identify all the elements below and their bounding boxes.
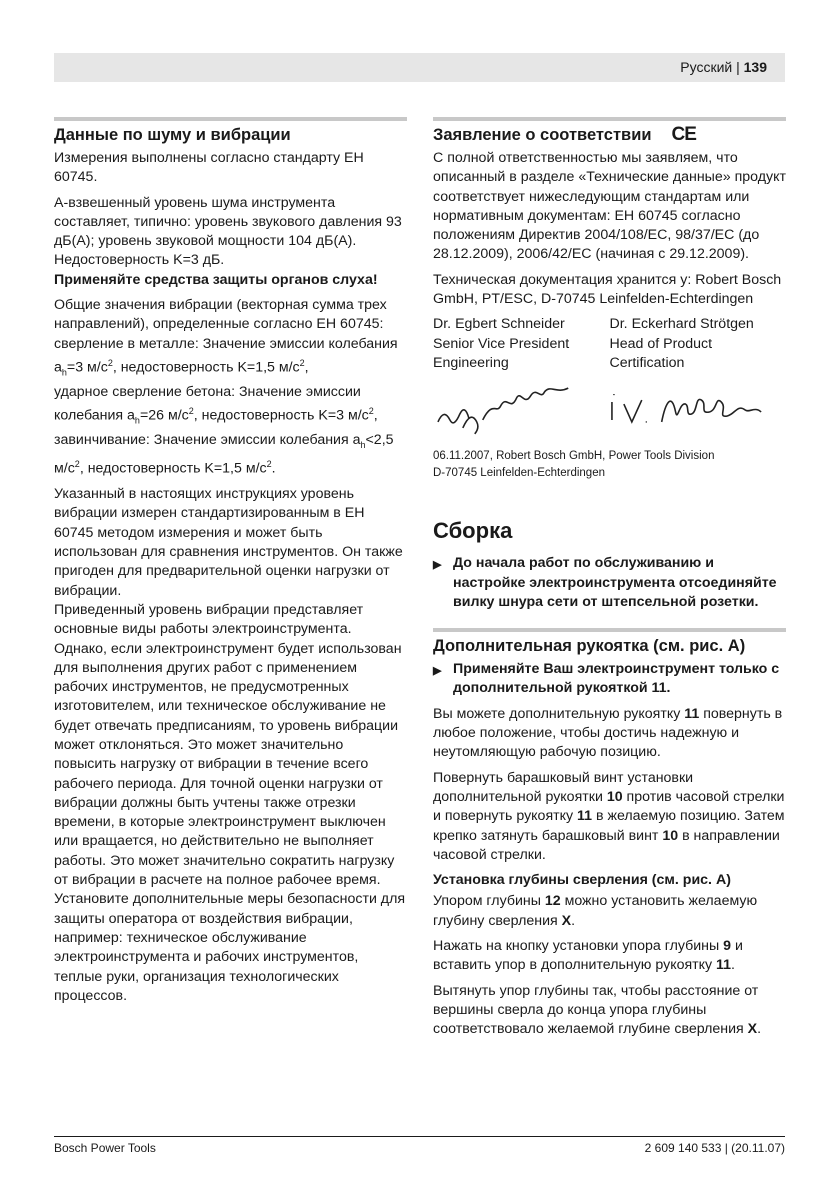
drill-depth-paragraph-1: Упором глубины 12 можно установить желаемую глубину сверления X. — [433, 893, 758, 929]
drill-depth-paragraph-2: Нажать на кнопку установки упора глубины 9 и вставить упор в дополнительную рукоятку 11. — [433, 938, 743, 974]
noise-paragraph-1: Измерения выполнены согласно стандарту ЕН 60745. — [54, 150, 364, 186]
vibration-screwdriving: завинчивание: Значение эмиссии колебания $a_h<2,5$ $м/с^2$, недостоверность K=1,5 $м/с^2$. — [54, 431, 394, 477]
aux-handle-warning: ▶ Применяйте Ваш электроинструмент только с дополнительной рукояткой 11. — [433, 660, 786, 699]
hearing-protection-warning: Применяйте средства защиты органов слуха! — [54, 271, 378, 288]
conformity-section-title: Заявление о соответствии CE — [433, 117, 786, 145]
aux-handle-paragraph-1: Вы можете дополнительную рукоятку 11 повернуть в любое положение, чтобы достичь надежную и неутомляющую рабочую позицию. — [433, 705, 783, 761]
vibration-paragraph-5: Приведенный уровень вибрации представляет основные виды работы электроинструмента. Однако, если электроинструмент будет использован для выполнения других работ с применением рабочих инструментов, не предусмотренных изготовителем, или техническое обслуживание не будет отвечать предписаниям, то уровень вибрации может отклоняться. Это может значительно повысить нагрузку от вибрации в течение всего рабочего периода. Для точной оценки нагрузки от вибрации должны быть учтены также отрезки времени, в которые электроинструмент выключен или вращается, но действительно не выполняет работы. Это может значительно сократить нагрузку от вибрации в расчете на полное рабочее время. — [54, 601, 402, 889]
noise-section-title: Данные по шуму и вибрации — [54, 117, 407, 145]
vibration-paragraph-6: Установите дополнительные меры безопасности для защиты оператора от воздействия вибрации, например: техническое обслуживание электроинструмента и рабочих инструментов, теплые руки, организация технологических процессов. — [54, 891, 406, 1004]
signatory-1: Dr. Egbert Schneider Senior Vice President Engineering — [433, 316, 570, 371]
bullet-arrow-icon: ▶ — [433, 559, 442, 572]
left-column — [54, 117, 407, 1012]
vibration-paragraph-4: Указанный в настоящих инструкциях уровень вибрации измерен стандартизированным в ЕН 60745 методом измерения и может быть использован для сравнения инструментов. Он также пригоден для предварительной оценки нагрузки от вибрации. — [54, 486, 403, 599]
page-header-bar — [54, 53, 785, 82]
footer-divider — [54, 1136, 785, 1137]
handwritten-signatures — [433, 377, 786, 447]
page-number: 139 — [743, 59, 767, 75]
header-language: Русский — [680, 59, 733, 75]
signature-date-line-2: D-70745 Leinfelden-Echterdingen — [433, 466, 605, 479]
signatories — [433, 315, 786, 373]
conformity-paragraph-1: С полной ответственностью мы заявляем, что описанный в разделе «Технические данные» продукт соответствует нижеследующим стандартам или нормативным документам: ЕН 60745 согласно положениям Директив 2004/108/EC, 98/37/EC (до 28.12.2009), 2006/42/EC (начиная с 29.12.2009). — [433, 150, 786, 263]
ce-mark-icon: CE — [671, 124, 696, 145]
vibration-intro: Общие значения вибрации (векторная сумма трех направлений), определенные согласно ЕН 60745: — [54, 297, 387, 333]
assembly-warning: ▶ До начала работ по обслуживанию и настройке электроинструмента отсоединяйте вилку шнура сети от штепсельной розетки. — [433, 554, 786, 612]
drill-depth-title: Установка глубины сверления (см. рис. А) — [433, 872, 731, 889]
aux-handle-paragraph-2: Повернуть барашковый винт установки дополнительной рукоятки 10 против часовой стрелки и повернуть рукоятку 11 в желаемую позицию. Затем крепко затянуть барашковый винт 10 в направлении часовой стрелки. — [433, 769, 785, 863]
footer-brand: Bosch Power Tools — [54, 1141, 156, 1155]
vibration-drilling-metal: сверление в металле: Значение эмиссии колебания $a_h=3$ $м/с^2$, недостоверность K=1,5 $м/с^2$, — [54, 335, 398, 378]
noise-paragraph-2: А-взвешенный уровень шума инструмента составляет, типично: уровень звукового давления 93 дБ(A); уровень звуковой мощности 104 дБ(A). Недостоверность K=3 дБ. — [54, 194, 402, 269]
drill-depth-paragraph-3: Вытянуть упор глубины так, чтобы расстояние от вершины сверла до конца упора глубины соответствовало желаемой глубине сверления X. — [433, 982, 762, 1038]
vibration-hammer-drilling: ударное сверление бетона: Значение эмиссии колебания $a_h=26$ $м/с^2$, недостоверность K=3 $м/с^2$, — [54, 383, 378, 426]
signature-2-icon — [602, 382, 786, 442]
aux-handle-title: Дополнительная рукоятка (см. рис. А) — [433, 628, 786, 656]
page-header-text — [680, 59, 767, 75]
signatory-2: Dr. Eckerhard Strötgen Head of Product Certification — [609, 316, 754, 371]
assembly-heading: Сборка — [433, 518, 513, 544]
signature-1-icon — [433, 382, 602, 442]
signature-date-line-1: 06.11.2007, Robert Bosch GmbH, Power Tools Division — [433, 450, 715, 463]
footer-doc-number: 2 609 140 533 | (20.11.07) — [644, 1141, 785, 1155]
header-separator: | — [736, 59, 740, 75]
bullet-arrow-icon: ▶ — [433, 665, 442, 678]
right-column — [433, 117, 786, 1046]
conformity-paragraph-2: Техническая документация хранится у: Robert Bosch GmbH, PT/ESC, D-70745 Leinfelden-Echterdingen — [433, 271, 782, 308]
